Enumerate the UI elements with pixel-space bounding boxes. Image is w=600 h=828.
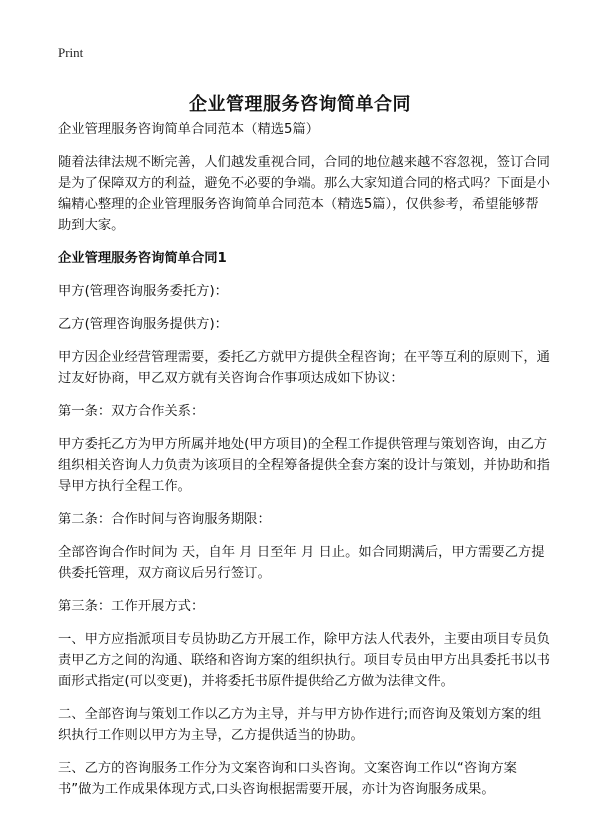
- article3-item-2: 二、全部咨询与策划工作以乙方为主导，并与甲方协作进行;而咨询及策划方案的组织执行工作则以甲方为主导，乙方提供适当的协助。: [58, 707, 542, 743]
- section-heading: 企业管理服务咨询简单合同1: [58, 251, 227, 266]
- intro-paragraph: 随着法律法规不断完善，人们越发重视合同，合同的地位越来越不容忽视，签订合同是为了保障双方的利益，避免不必要的争端。那么大家知道合同的格式吗？下面是小编精心整理的企业管理服务咨询简单合同范本（精选5篇），仅供参考，希望能够帮助到大家。: [58, 155, 550, 233]
- document-title: 企业管理服务咨询简单合同: [189, 94, 411, 116]
- document-body: [58, 119, 550, 812]
- party-b-line: 乙方(管理咨询服务提供方)：: [58, 317, 228, 332]
- article1-body: 甲方委托乙方为甲方所属并地处(甲方项目)的全程工作提供管理与策划咨询，由乙方组织相关咨询人力负责为该项目的全程筹备提供全套方案的设计与策划，并协助和指导甲方执行全程工作。: [58, 437, 550, 494]
- document-subtitle: 企业管理服务咨询简单合同范本（精选5篇）: [58, 122, 320, 137]
- print-link[interactable]: Print: [58, 45, 84, 60]
- article2-body: 全部咨询合作时间为 天，自年 月 日至年 月 日止。如合同期满后，甲方需要乙方提供委托管理，双方商议后另行签订。: [58, 545, 545, 581]
- article2-heading: 第二条：合作时间与咨询服务期限：: [58, 512, 271, 527]
- article3-heading: 第三条：工作开展方式：: [58, 599, 205, 614]
- preamble-paragraph: 甲方因企业经营管理需要，委托乙方就甲方提供全程咨询；在平等互利的原则下，通过友好协商，甲乙双方就有关咨询合作事项达成如下协议：: [58, 350, 550, 386]
- article3-item-3: 三、乙方的咨询服务工作分为文案咨询和口头咨询。文案咨询工作以“咨询方案书”做为工作成果体现方式,口头咨询根据需要开展，亦计为咨询服务成果。: [58, 761, 517, 797]
- article3-item-1: 一、甲方应指派项目专员协助乙方开展工作，除甲方法人代表外，主要由项目专员负责甲乙方之间的沟通、联络和咨询方案的组织执行。项目专员由甲方出具委托书以书面形式指定(可以变更)，并将委托书原件提供给乙方做为法律文件。: [58, 632, 550, 689]
- article1-heading: 第一条：双方合作关系：: [58, 404, 205, 419]
- party-a-line: 甲方(管理咨询服务委托方)：: [58, 284, 228, 299]
